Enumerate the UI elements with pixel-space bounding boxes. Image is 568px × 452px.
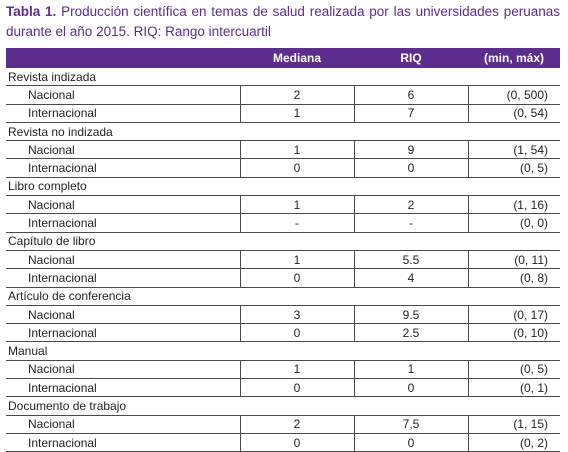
- mediana-cell: 0: [240, 159, 354, 177]
- range-cell: (0, 11): [468, 250, 560, 268]
- riq-cell: 0: [354, 433, 468, 451]
- row-label: Internacional: [6, 379, 240, 397]
- table-row: [6, 379, 560, 397]
- table-row: [6, 305, 560, 323]
- data-table-container: [6, 48, 560, 452]
- table-header-row: [6, 48, 560, 68]
- header-blank: [6, 48, 240, 68]
- mediana-cell: 0: [240, 269, 354, 287]
- row-label: Internacional: [6, 104, 240, 122]
- range-cell: (0, 0): [468, 214, 560, 232]
- row-label: Internacional: [6, 214, 240, 232]
- group-label: Capítulo de libro: [6, 232, 560, 250]
- group-label: Revista indizada: [6, 68, 560, 86]
- range-cell: (0, 1): [468, 379, 560, 397]
- mediana-cell: 0: [240, 379, 354, 397]
- range-cell: (1, 16): [468, 196, 560, 214]
- group-label: Libro completo: [6, 177, 560, 195]
- riq-cell: 4: [354, 269, 468, 287]
- row-label: Nacional: [6, 196, 240, 214]
- riq-cell: 5.5: [354, 250, 468, 268]
- group-row: [6, 232, 560, 250]
- row-label: Nacional: [6, 415, 240, 433]
- group-row: [6, 122, 560, 140]
- table-row: [6, 104, 560, 122]
- row-label: Nacional: [6, 250, 240, 268]
- range-cell: (1, 15): [468, 415, 560, 433]
- mediana-cell: -: [240, 214, 354, 232]
- riq-cell: 2: [354, 196, 468, 214]
- mediana-cell: 0: [240, 433, 354, 451]
- riq-cell: 7: [354, 104, 468, 122]
- riq-cell: 0: [354, 159, 468, 177]
- mediana-cell: 1: [240, 141, 354, 159]
- data-table: [6, 48, 560, 452]
- group-label: Revista no indizada: [6, 122, 560, 140]
- riq-cell: 9: [354, 141, 468, 159]
- range-cell: (0, 54): [468, 104, 560, 122]
- table-row: [6, 360, 560, 378]
- group-label: Manual: [6, 342, 560, 360]
- table-row: [6, 269, 560, 287]
- row-label: Nacional: [6, 141, 240, 159]
- caption-label: Tabla 1.: [6, 4, 57, 19]
- table-row: [6, 141, 560, 159]
- table-row: [6, 214, 560, 232]
- mediana-cell: 0: [240, 324, 354, 342]
- row-label: Nacional: [6, 360, 240, 378]
- caption-text: Producción científica en temas de salud realizada por las universidades peruanas durante el año 2015. RIQ: Rango intercuartil: [6, 4, 560, 39]
- group-row: [6, 68, 560, 86]
- group-row: [6, 397, 560, 415]
- header-mediana: Mediana: [272, 51, 321, 65]
- range-cell: (1, 54): [468, 141, 560, 159]
- table-row: [6, 196, 560, 214]
- mediana-cell: 1: [240, 196, 354, 214]
- range-cell: (0, 10): [468, 324, 560, 342]
- row-label: Internacional: [6, 324, 240, 342]
- table-row: [6, 433, 560, 451]
- table-body: [6, 68, 560, 452]
- mediana-cell: 1: [240, 360, 354, 378]
- mediana-cell: 2: [240, 415, 354, 433]
- header-range: (min, máx): [483, 51, 544, 65]
- row-label: Nacional: [6, 305, 240, 323]
- mediana-cell: 3: [240, 305, 354, 323]
- riq-cell: 0: [354, 379, 468, 397]
- group-row: [6, 342, 560, 360]
- mediana-cell: 2: [240, 86, 354, 104]
- range-cell: (0, 5): [468, 360, 560, 378]
- riq-cell: 7,5: [354, 415, 468, 433]
- group-label: Artículo de conferencia: [6, 287, 560, 305]
- table-row: [6, 324, 560, 342]
- range-cell: (0, 5): [468, 159, 560, 177]
- range-cell: (0, 17): [468, 305, 560, 323]
- riq-cell: -: [354, 214, 468, 232]
- row-label: Internacional: [6, 269, 240, 287]
- range-cell: (0, 2): [468, 433, 560, 451]
- group-row: [6, 177, 560, 195]
- header-riq: RIQ: [400, 51, 422, 65]
- riq-cell: 2.5: [354, 324, 468, 342]
- row-label: Internacional: [6, 433, 240, 451]
- table-row: [6, 415, 560, 433]
- riq-cell: 6: [354, 86, 468, 104]
- group-label: Documento de trabajo: [6, 397, 560, 415]
- mediana-cell: 1: [240, 250, 354, 268]
- table-row: [6, 250, 560, 268]
- range-cell: (0, 500): [468, 86, 560, 104]
- mediana-cell: 1: [240, 104, 354, 122]
- group-row: [6, 287, 560, 305]
- range-cell: (0, 8): [468, 269, 560, 287]
- table-row: [6, 159, 560, 177]
- riq-cell: 9.5: [354, 305, 468, 323]
- table-row: [6, 86, 560, 104]
- row-label: Nacional: [6, 86, 240, 104]
- riq-cell: 1: [354, 360, 468, 378]
- table-caption: [6, 2, 560, 42]
- row-label: Internacional: [6, 159, 240, 177]
